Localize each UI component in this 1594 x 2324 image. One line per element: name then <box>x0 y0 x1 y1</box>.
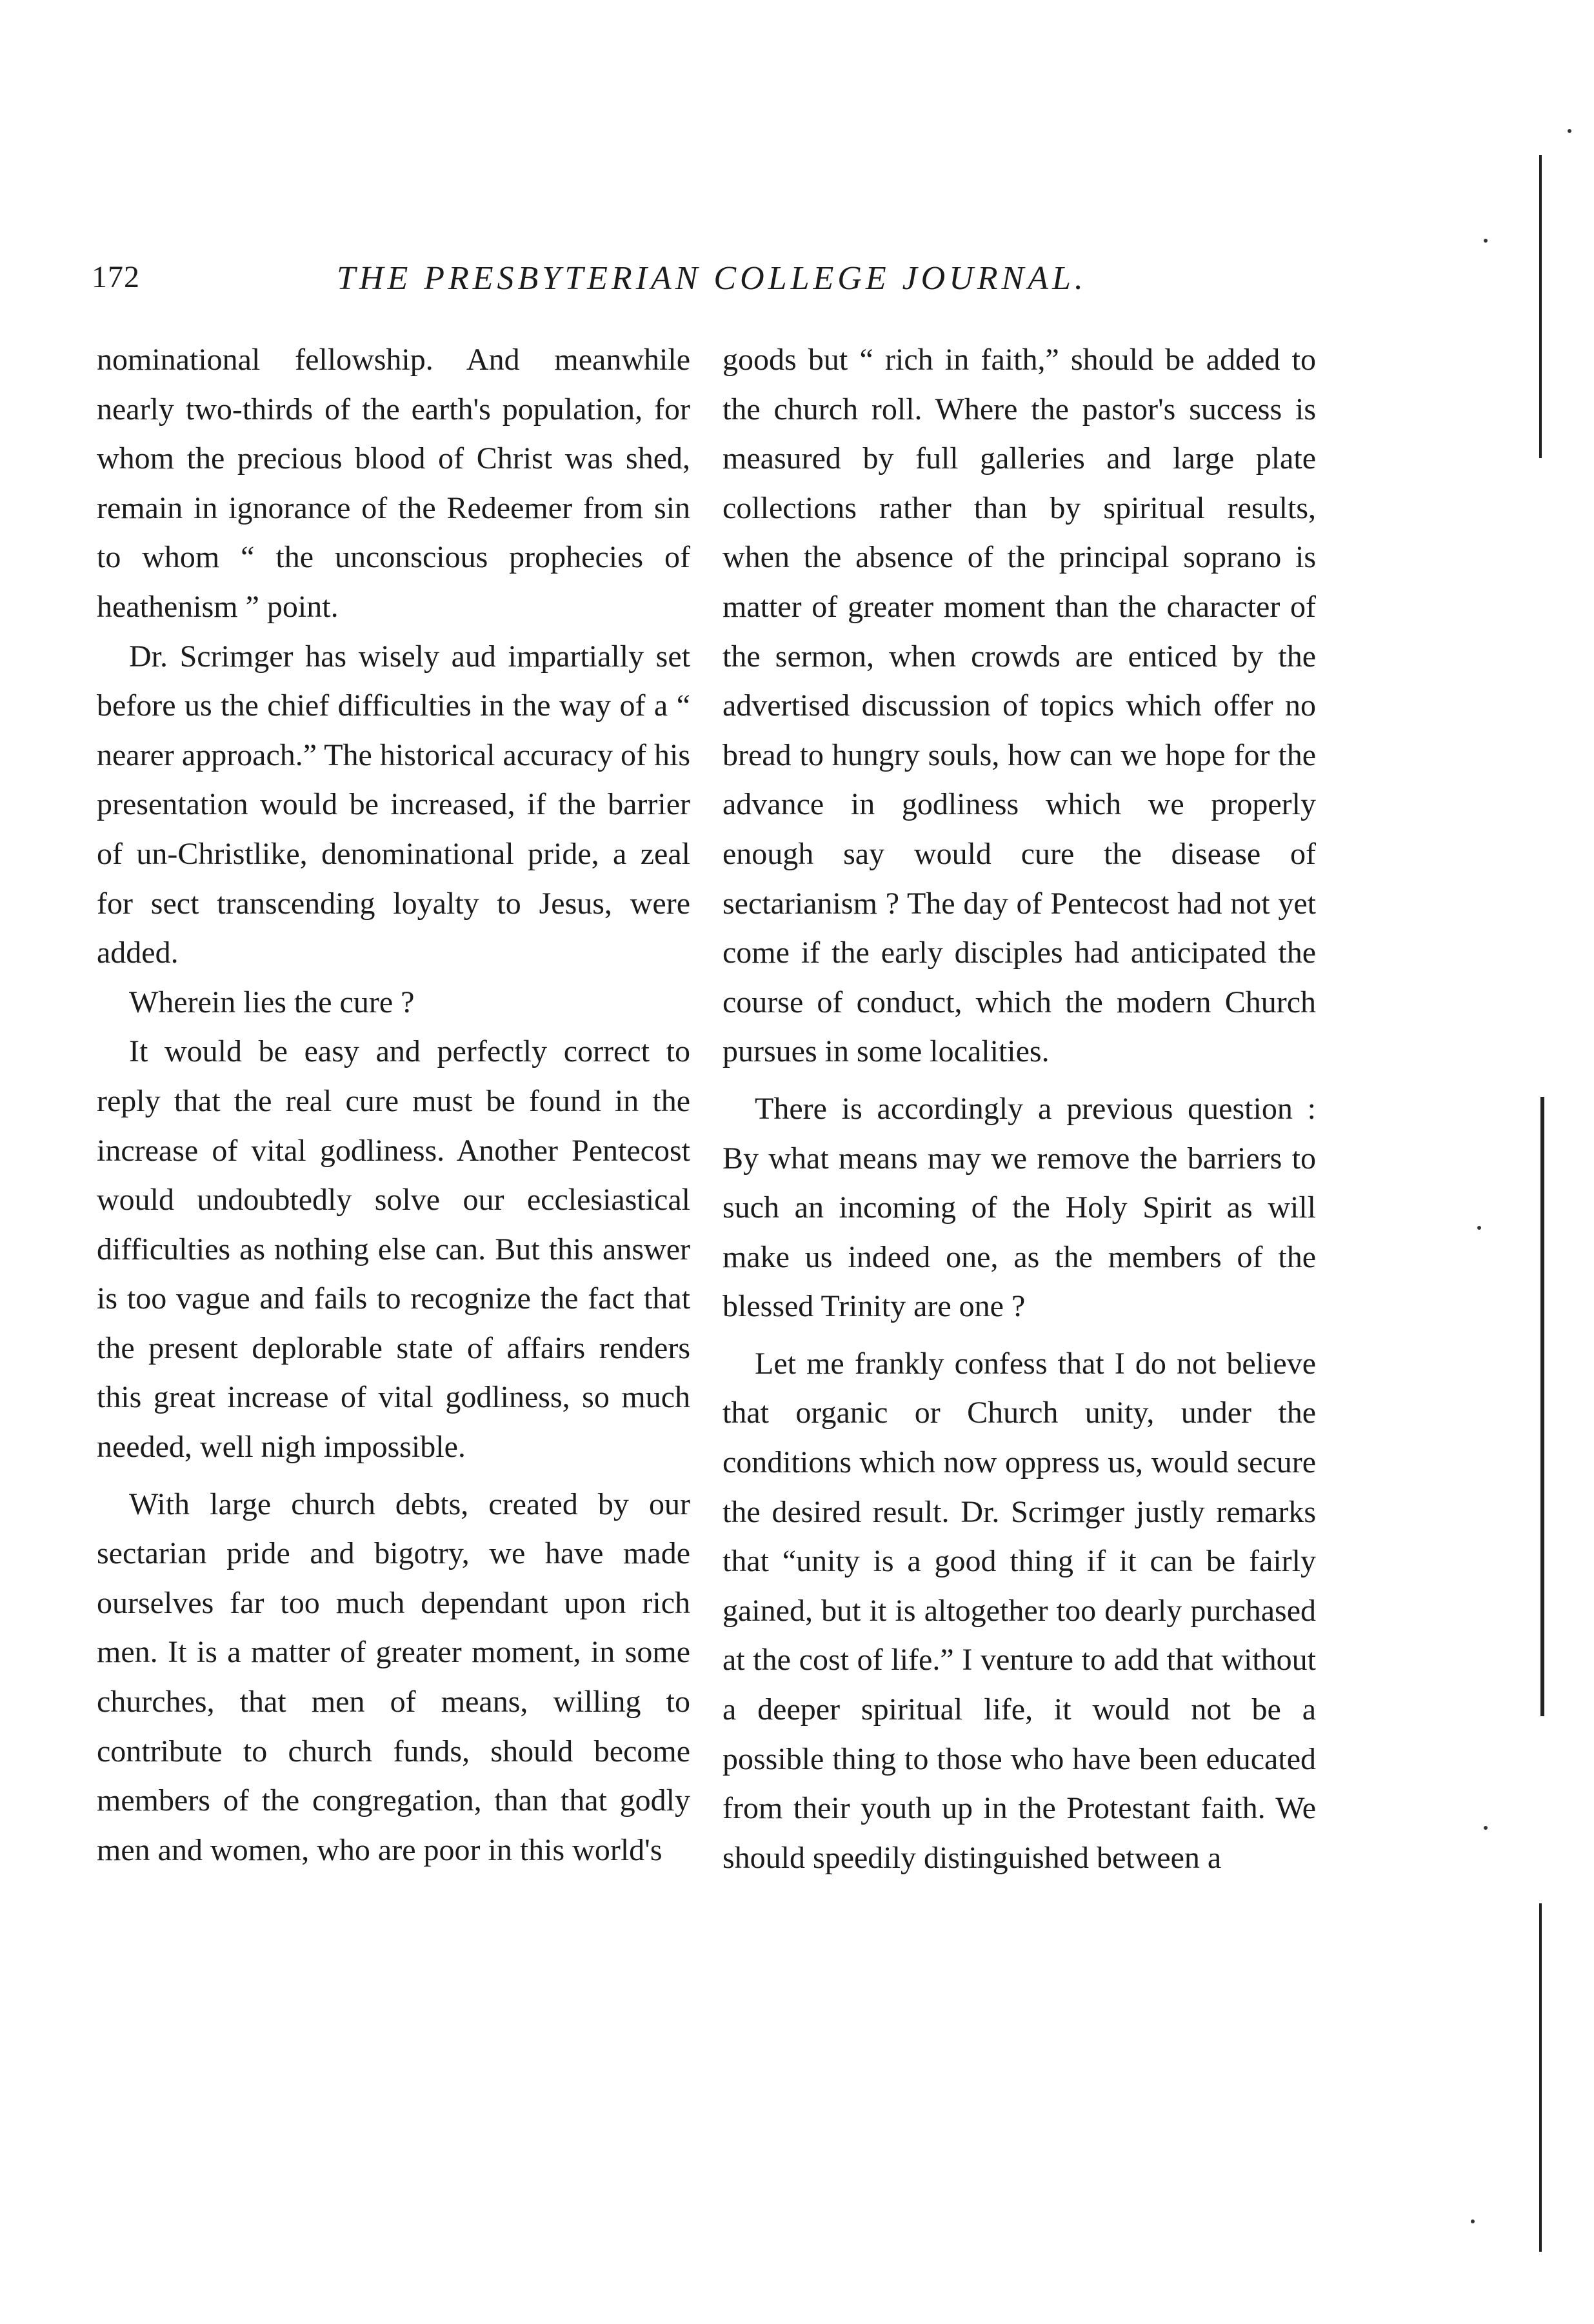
paragraph: With large church debts, created by our sectarian pride and bigotry, we have made ourselves far too much dependant upon rich men. It is a matter of greater moment, in some churches, that men of means, willing to contribute to church funds, should become members of the congregation, than that godly men and women, who are poor in this world's <box>97 1487 690 1867</box>
scan-speck <box>1484 1826 1488 1830</box>
scan-speck <box>1477 1226 1481 1230</box>
paragraph: Let me frankly confess that I do not believe that organic or Church unity, under the conditions which now oppress us, would secure the desired result. Dr. Scrimger justly remarks that “unity is a good thing if it can be fairly gained, but it is altogether too dearly purchased at the cost of life.” I venture to add that without a deeper spiritual life, it would not be a possible thing to those who have been educated from their youth up in the Protestant faith. We should speedily distinguished between a <box>722 1346 1316 1875</box>
left-column <box>97 336 690 1875</box>
paragraph: It would be easy and perfectly correct to reply that the real cure must be found in the increase of vital godliness. Another Pentecost would undoubtedly solve our ecclesiastical difficulties as nothing else can. But this answer is too vague and fails to recognize the fact that the present deplorable state of affairs renders this great increase of vital godliness, so much needed, well nigh impossible. <box>97 1034 690 1465</box>
scan-speck <box>1484 239 1488 243</box>
scan-edge-line <box>1539 1903 1542 2252</box>
scan-speck <box>1471 2219 1475 2223</box>
scan-edge-line <box>1540 1097 1544 1716</box>
running-title: THE PRESBYTERIAN COLLEGE JOURNAL. <box>337 260 1087 297</box>
paragraph: nominational fellowship. And meanwhile nearly two-thirds of the earth's population, for whom the precious blood of Christ was shed, remain in ignorance of the Redeemer from sin to whom “ the unconscious prophecies of heathenism ” point. <box>97 343 690 624</box>
paragraph: Dr. Scrimger has wisely aud impartially set before us the chief difficulties in the way of a “ nearer approach.” The historical accuracy of his presentation would be increased, if the barrier of un-Christlike, denominational pride, a zeal for sect transcending loyalty to Jesus, were added. <box>97 639 690 970</box>
paragraph: goods but “ rich in faith,” should be added to the church roll. Where the pastor's success is measured by full galleries and large plate collections rather than by spiritual results, when the absence of the principal soprano is matter of greater moment than the character of the sermon, when crowds are enticed by the advertised discussion of topics which offer no bread to hungry souls, how can we hope for the advance in godliness which we properly enough say would cure the disease of sectarianism ? The day of Pentecost had not yet come if the early disciples had anticipated the course of conduct, which the modern Church pursues in some localities. <box>722 343 1316 1069</box>
right-column <box>722 336 1316 1883</box>
paragraph: Wherein lies the cure ? <box>129 985 415 1019</box>
page-number: 172 <box>92 260 140 294</box>
paragraph: There is accordingly a previous question : By what means may we remove the barriers to such an incoming of the Holy Spirit as will make us indeed one, as the members of the blessed Trinity are one ? <box>722 1091 1316 1324</box>
scan-speck <box>1568 129 1571 133</box>
running-header <box>92 259 1317 311</box>
scan-edge-line <box>1539 155 1542 458</box>
